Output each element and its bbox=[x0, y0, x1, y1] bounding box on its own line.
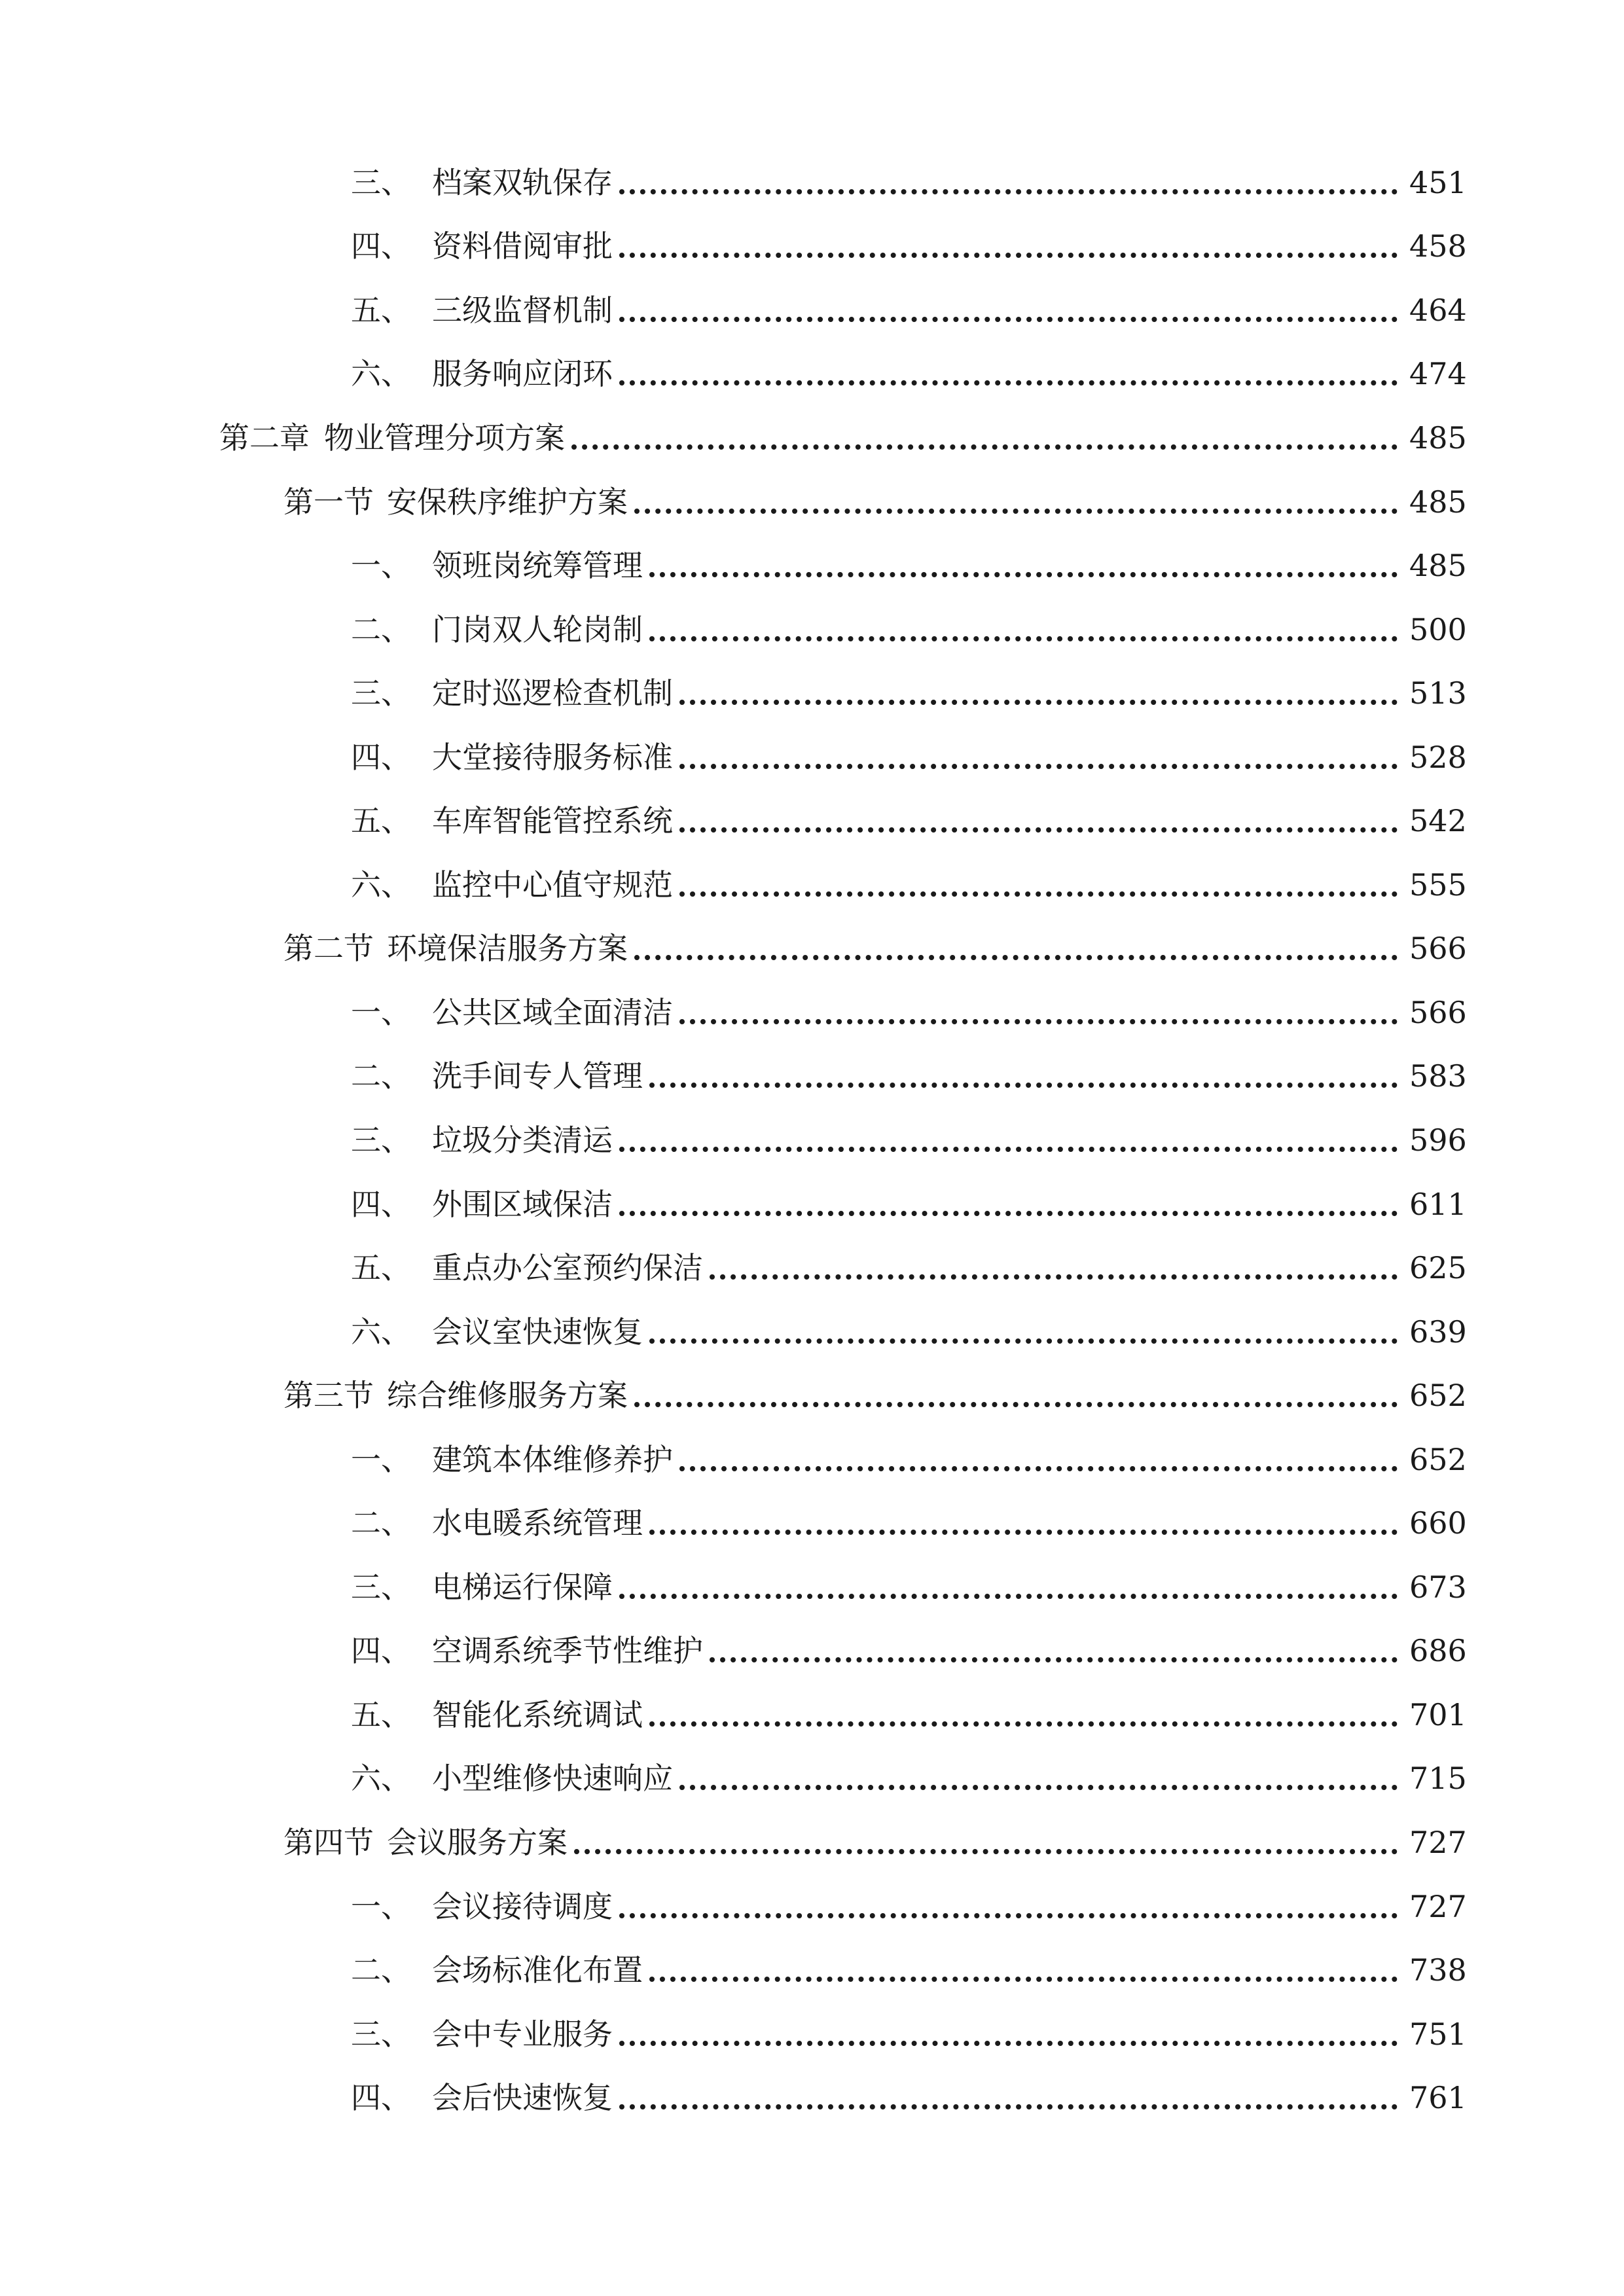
toc-entry-title: 外围区域保洁 bbox=[432, 1186, 613, 1222]
toc-subsection-entry[interactable] bbox=[0, 278, 1624, 342]
dot-leader bbox=[649, 1977, 1398, 1982]
toc-entry-number: 二、 bbox=[351, 1058, 411, 1094]
dot-leader bbox=[679, 827, 1398, 833]
toc-entry-page-number: 566 bbox=[1409, 994, 1467, 1030]
toc-entry-page-number: 596 bbox=[1409, 1122, 1467, 1158]
toc-entry-page-number: 474 bbox=[1409, 356, 1467, 392]
toc-subsection-entry[interactable] bbox=[0, 1491, 1624, 1555]
toc-entry-number: 六、 bbox=[351, 867, 411, 903]
toc-entry-number: 第二章 bbox=[219, 420, 310, 456]
toc-entry-number: 第三节 bbox=[283, 1378, 374, 1414]
toc-entry-title: 物业管理分项方案 bbox=[324, 420, 565, 456]
toc-subsection-entry[interactable] bbox=[0, 1747, 1624, 1811]
dot-leader bbox=[634, 509, 1398, 514]
toc-subsection-entry[interactable] bbox=[0, 1683, 1624, 1747]
toc-entry-page-number: 566 bbox=[1409, 931, 1467, 967]
dot-leader bbox=[679, 1019, 1398, 1024]
toc-entry-number: 六、 bbox=[351, 1314, 411, 1350]
dot-leader bbox=[619, 2104, 1398, 2109]
toc-entry-title: 建筑本体维修养护 bbox=[432, 1441, 673, 1477]
toc-entry-page-number: 528 bbox=[1409, 739, 1467, 775]
toc-entry-number: 一、 bbox=[351, 548, 411, 584]
toc-subsection-entry[interactable] bbox=[0, 1108, 1624, 1172]
toc-entry-title: 领班岗统筹管理 bbox=[432, 548, 643, 584]
toc-entry-number: 一、 bbox=[351, 994, 411, 1030]
toc-entry-title: 空调系统季节性维护 bbox=[432, 1633, 703, 1669]
toc-entry-number: 三、 bbox=[351, 1122, 411, 1158]
toc-subsection-entry[interactable] bbox=[0, 533, 1624, 598]
toc-entry-title: 电梯运行保障 bbox=[432, 1569, 613, 1605]
toc-entry-page-number: 727 bbox=[1409, 1888, 1467, 1924]
dot-leader bbox=[619, 380, 1398, 386]
toc-entry-title: 环境保洁服务方案 bbox=[387, 931, 628, 967]
toc-subsection-entry[interactable] bbox=[0, 661, 1624, 725]
toc-entry-page-number: 625 bbox=[1409, 1250, 1467, 1286]
toc-entry-page-number: 686 bbox=[1409, 1633, 1467, 1669]
toc-entry-page-number: 751 bbox=[1409, 2016, 1467, 2052]
toc-entry-title: 垃圾分类清运 bbox=[432, 1122, 613, 1158]
toc-chapter-entry[interactable] bbox=[0, 406, 1624, 470]
dot-leader bbox=[679, 1785, 1398, 1790]
toc-subsection-entry[interactable] bbox=[0, 1874, 1624, 1939]
dot-leader bbox=[710, 1274, 1398, 1280]
toc-subsection-entry[interactable] bbox=[0, 789, 1624, 853]
toc-entry-number: 第二节 bbox=[283, 931, 374, 967]
toc-subsection-entry[interactable] bbox=[0, 1045, 1624, 1109]
toc-entry-title: 重点办公室预约保洁 bbox=[432, 1250, 703, 1286]
toc-entry-title: 会议室快速恢复 bbox=[432, 1314, 643, 1350]
toc-entry-title: 大堂接待服务标准 bbox=[432, 739, 673, 775]
toc-entry-number: 第四节 bbox=[283, 1824, 374, 1860]
dot-leader bbox=[634, 1402, 1398, 1407]
toc-subsection-entry[interactable] bbox=[0, 1300, 1624, 1364]
toc-entry-title: 安保秩序维护方案 bbox=[387, 484, 628, 520]
toc-entry-number: 三、 bbox=[351, 1569, 411, 1605]
toc-entry-page-number: 660 bbox=[1409, 1505, 1467, 1541]
toc-entry-page-number: 555 bbox=[1409, 867, 1467, 903]
toc-entry-title: 监控中心值守规范 bbox=[432, 867, 673, 903]
dot-leader bbox=[571, 444, 1398, 450]
dot-leader bbox=[679, 891, 1398, 897]
toc-entry-page-number: 485 bbox=[1409, 548, 1467, 584]
toc-entry-title: 会后快速恢复 bbox=[432, 2080, 613, 2116]
toc-entry-page-number: 485 bbox=[1409, 420, 1467, 456]
toc-entry-page-number: 451 bbox=[1409, 164, 1467, 200]
toc-entry-title: 智能化系统调试 bbox=[432, 1696, 643, 1732]
toc-entry-title: 公共区域全面清洁 bbox=[432, 994, 673, 1030]
toc-entry-page-number: 485 bbox=[1409, 484, 1467, 520]
dot-leader bbox=[649, 1083, 1398, 1088]
table-of-contents bbox=[0, 151, 1624, 2130]
dot-leader bbox=[619, 2041, 1398, 2046]
toc-entry-number: 二、 bbox=[351, 1505, 411, 1541]
toc-subsection-entry[interactable] bbox=[0, 1427, 1624, 1492]
toc-entry-title: 会议接待调度 bbox=[432, 1888, 613, 1924]
toc-entry-page-number: 715 bbox=[1409, 1761, 1467, 1797]
dot-leader bbox=[619, 1211, 1398, 1216]
toc-entry-title: 水电暖系统管理 bbox=[432, 1505, 643, 1541]
toc-entry-number: 三、 bbox=[351, 164, 411, 200]
toc-entry-number: 四、 bbox=[351, 2080, 411, 2116]
toc-subsection-entry[interactable] bbox=[0, 1938, 1624, 2002]
toc-subsection-entry[interactable] bbox=[0, 2066, 1624, 2130]
toc-subsection-entry[interactable] bbox=[0, 1172, 1624, 1236]
toc-entry-page-number: 611 bbox=[1409, 1186, 1467, 1222]
toc-subsection-entry[interactable] bbox=[0, 725, 1624, 789]
toc-entry-number: 二、 bbox=[351, 1952, 411, 1988]
toc-entry-page-number: 583 bbox=[1409, 1058, 1467, 1094]
toc-subsection-entry[interactable] bbox=[0, 1555, 1624, 1619]
dot-leader bbox=[679, 700, 1398, 705]
toc-entry-title: 综合维修服务方案 bbox=[387, 1378, 628, 1414]
toc-subsection-entry[interactable] bbox=[0, 1619, 1624, 1683]
toc-entry-title: 资料借阅审批 bbox=[432, 228, 613, 264]
dot-leader bbox=[679, 1466, 1398, 1471]
dot-leader bbox=[619, 317, 1398, 322]
toc-subsection-entry[interactable] bbox=[0, 1236, 1624, 1300]
toc-entry-number: 五、 bbox=[351, 1696, 411, 1732]
toc-entry-number: 六、 bbox=[351, 1761, 411, 1797]
toc-subsection-entry[interactable] bbox=[0, 980, 1624, 1045]
toc-subsection-entry[interactable] bbox=[0, 151, 1624, 215]
toc-entry-page-number: 652 bbox=[1409, 1378, 1467, 1414]
toc-subsection-entry[interactable] bbox=[0, 215, 1624, 279]
dot-leader bbox=[649, 1338, 1398, 1344]
toc-subsection-entry[interactable] bbox=[0, 598, 1624, 662]
toc-entry-title: 定时巡逻检查机制 bbox=[432, 675, 673, 711]
toc-entry-number: 一、 bbox=[351, 1888, 411, 1924]
toc-entry-number: 四、 bbox=[351, 228, 411, 264]
toc-section-entry[interactable] bbox=[0, 1363, 1624, 1427]
toc-subsection-entry[interactable] bbox=[0, 853, 1624, 917]
toc-entry-number: 三、 bbox=[351, 2016, 411, 2052]
dot-leader bbox=[649, 1530, 1398, 1535]
toc-entry-page-number: 639 bbox=[1409, 1314, 1467, 1350]
dot-leader bbox=[679, 764, 1398, 769]
toc-entry-page-number: 458 bbox=[1409, 228, 1467, 264]
dot-leader bbox=[619, 1913, 1398, 1918]
toc-entry-number: 二、 bbox=[351, 611, 411, 647]
dot-leader bbox=[619, 1594, 1398, 1599]
toc-entry-number: 第一节 bbox=[283, 484, 374, 520]
toc-entry-number: 五、 bbox=[351, 803, 411, 839]
toc-entry-number: 五、 bbox=[351, 292, 411, 328]
toc-entry-number: 五、 bbox=[351, 1250, 411, 1286]
toc-entry-title: 门岗双人轮岗制 bbox=[432, 611, 643, 647]
toc-section-entry[interactable] bbox=[0, 917, 1624, 981]
toc-entry-number: 四、 bbox=[351, 1186, 411, 1222]
toc-entry-page-number: 542 bbox=[1409, 803, 1467, 839]
toc-entry-page-number: 500 bbox=[1409, 611, 1467, 647]
toc-entry-title: 会议服务方案 bbox=[387, 1824, 568, 1860]
toc-entry-page-number: 738 bbox=[1409, 1952, 1467, 1988]
toc-entry-page-number: 652 bbox=[1409, 1441, 1467, 1477]
toc-entry-number: 一、 bbox=[351, 1441, 411, 1477]
toc-section-entry[interactable] bbox=[0, 470, 1624, 534]
dot-leader bbox=[649, 636, 1398, 641]
dot-leader bbox=[634, 955, 1398, 960]
toc-entry-title: 会中专业服务 bbox=[432, 2016, 613, 2052]
dot-leader bbox=[649, 1721, 1398, 1727]
toc-entry-number: 四、 bbox=[351, 1633, 411, 1669]
toc-entry-title: 洗手间专人管理 bbox=[432, 1058, 643, 1094]
toc-entry-title: 会场标准化布置 bbox=[432, 1952, 643, 1988]
toc-entry-number: 三、 bbox=[351, 675, 411, 711]
toc-subsection-entry[interactable] bbox=[0, 342, 1624, 406]
toc-entry-number: 四、 bbox=[351, 739, 411, 775]
dot-leader bbox=[619, 1147, 1398, 1152]
toc-section-entry[interactable] bbox=[0, 1810, 1624, 1874]
dot-leader bbox=[649, 572, 1398, 577]
dot-leader bbox=[710, 1657, 1398, 1662]
toc-entry-page-number: 464 bbox=[1409, 292, 1467, 328]
toc-entry-page-number: 727 bbox=[1409, 1824, 1467, 1860]
toc-entry-title: 服务响应闭环 bbox=[432, 356, 613, 392]
toc-entry-title: 小型维修快速响应 bbox=[432, 1761, 673, 1797]
toc-entry-title: 档案双轨保存 bbox=[432, 164, 613, 200]
toc-entry-page-number: 761 bbox=[1409, 2080, 1467, 2116]
toc-entry-page-number: 513 bbox=[1409, 675, 1467, 711]
toc-entry-number: 六、 bbox=[351, 356, 411, 392]
toc-entry-title: 三级监督机制 bbox=[432, 292, 613, 328]
dot-leader bbox=[619, 189, 1398, 194]
dot-leader bbox=[574, 1849, 1398, 1854]
toc-subsection-entry[interactable] bbox=[0, 2002, 1624, 2066]
dot-leader bbox=[619, 253, 1398, 258]
toc-entry-page-number: 701 bbox=[1409, 1696, 1467, 1732]
toc-entry-page-number: 673 bbox=[1409, 1569, 1467, 1605]
toc-entry-title: 车库智能管控系统 bbox=[432, 803, 673, 839]
